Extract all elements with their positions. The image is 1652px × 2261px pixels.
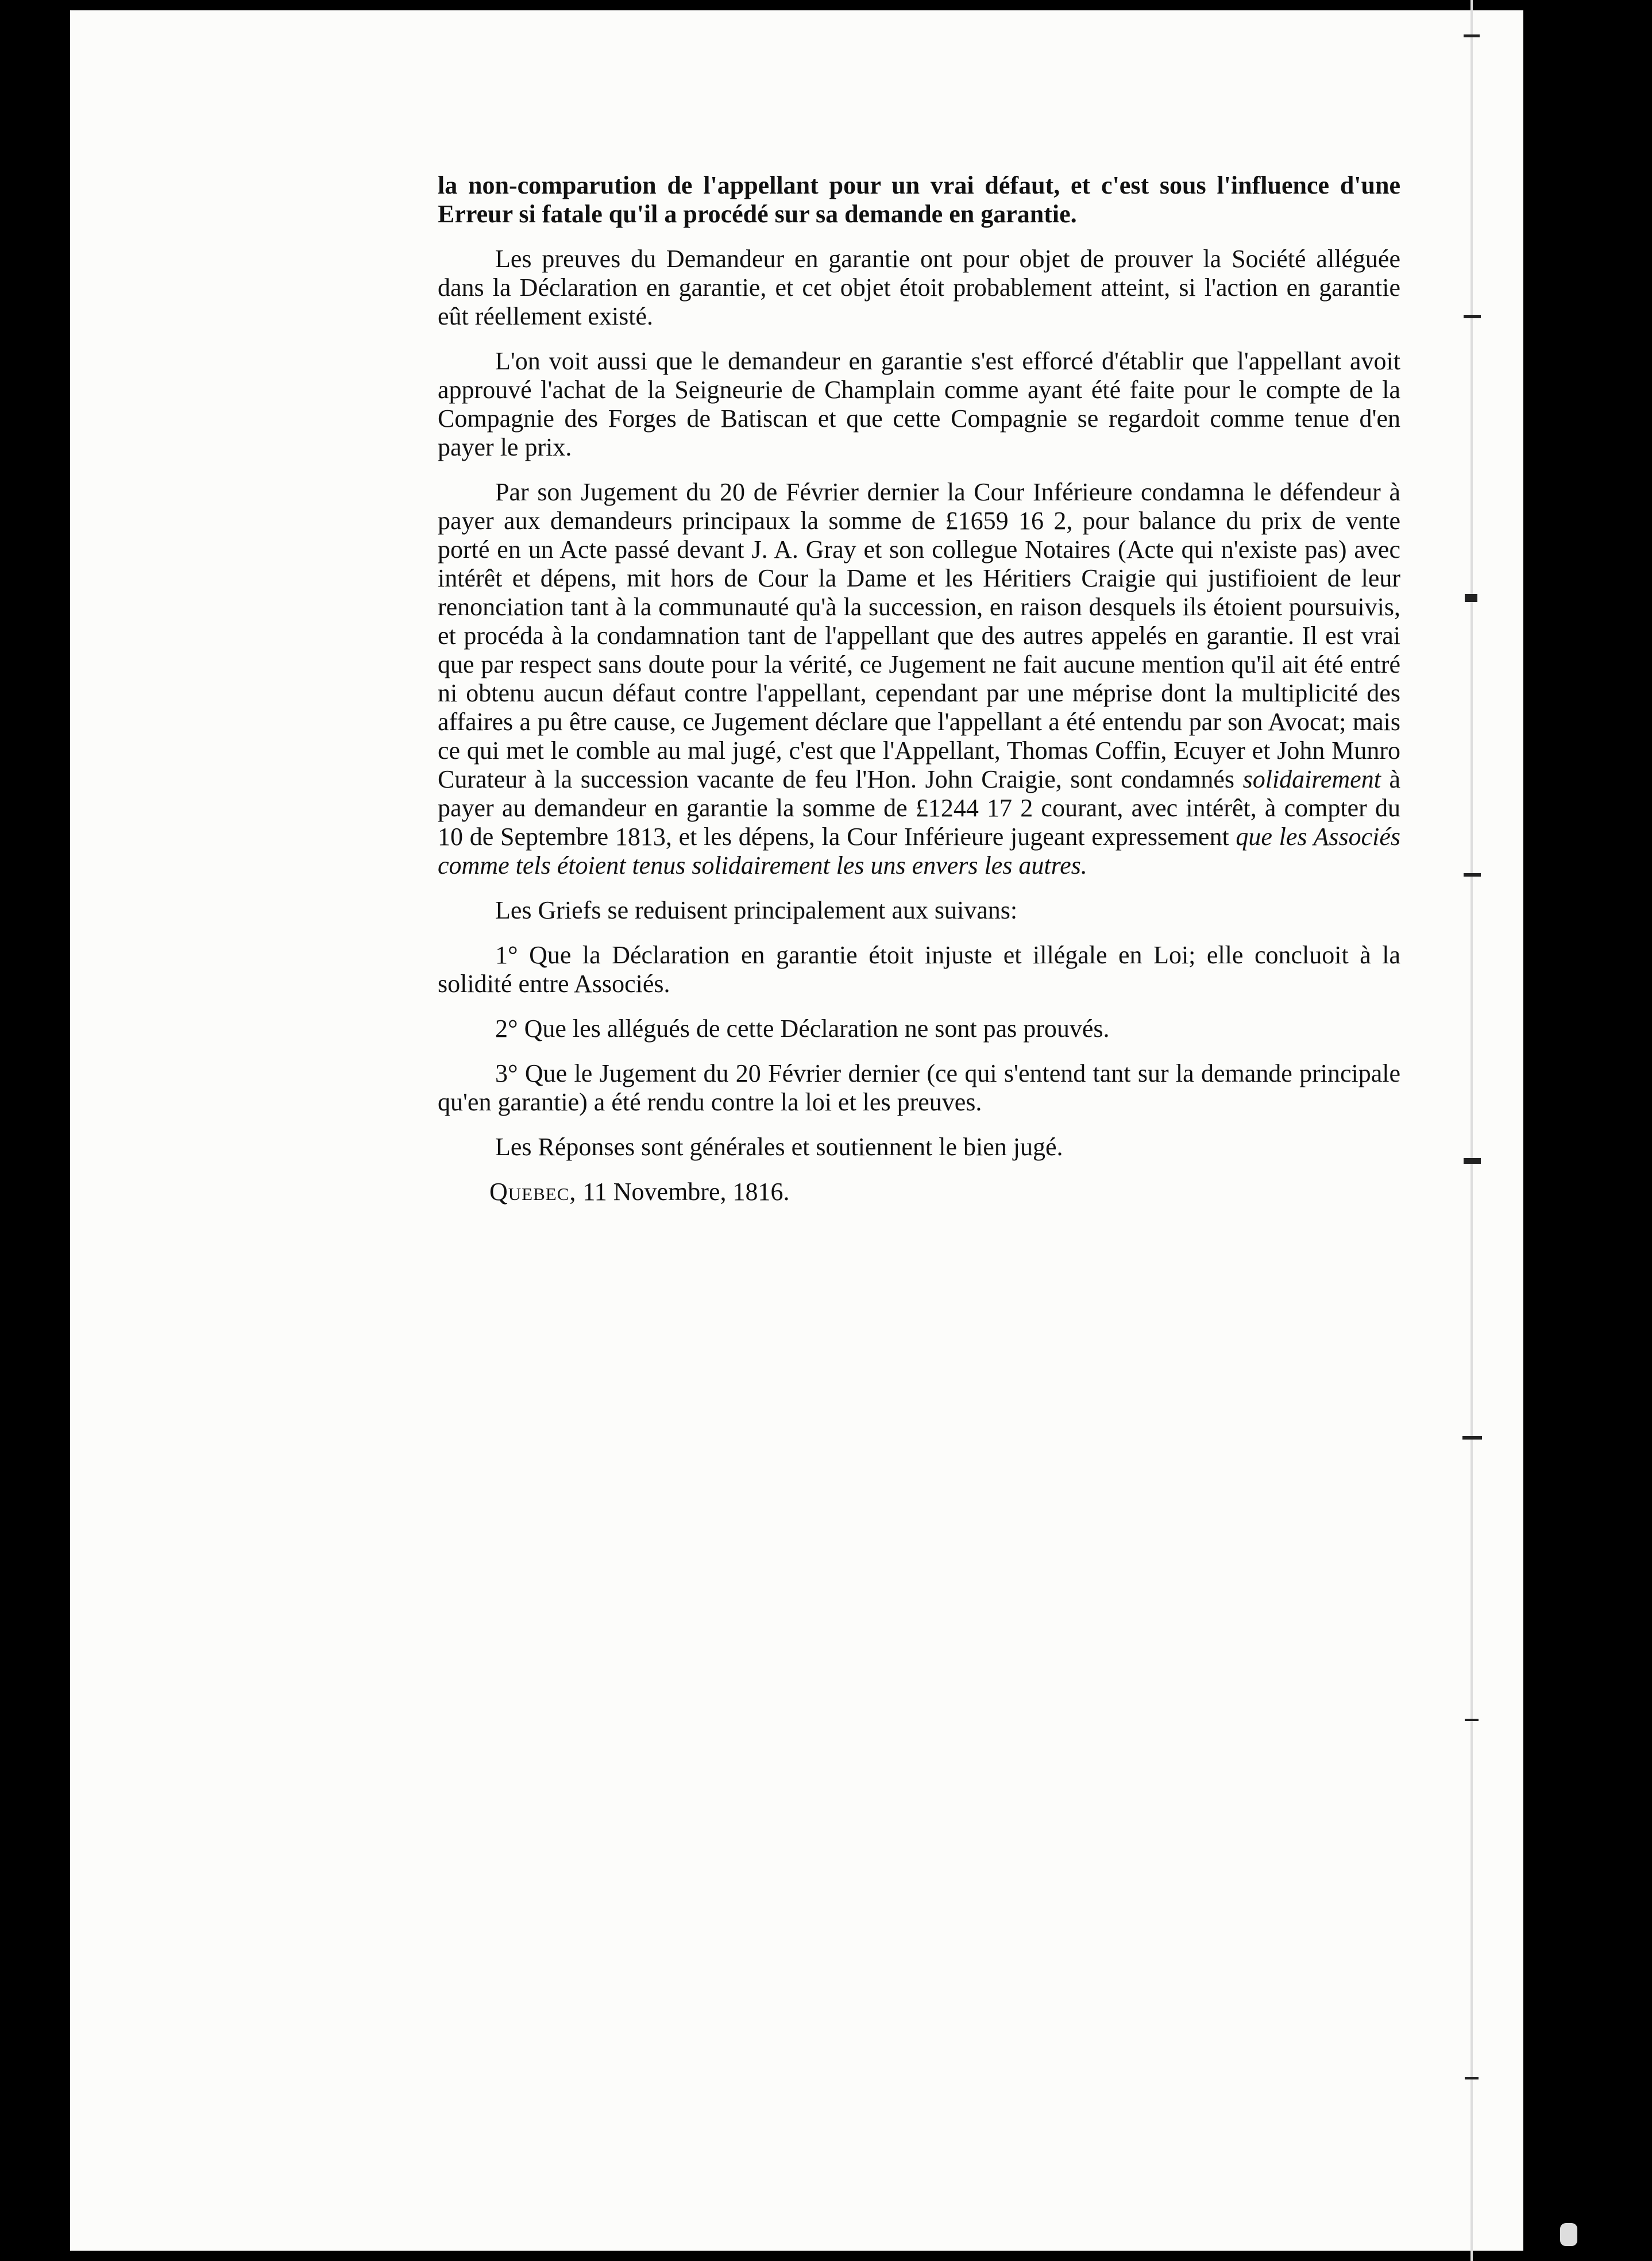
margin-mark: [1464, 1158, 1481, 1164]
margin-mark: [1560, 2223, 1577, 2246]
margin-mark: [1462, 1436, 1482, 1440]
margin-mark: [1465, 1719, 1479, 1721]
margin-mark: [1464, 34, 1480, 37]
paragraph-4-italic-1: solidairement: [1242, 765, 1381, 793]
paragraph-5: Les Griefs se reduisent principalement aux suivans:: [495, 896, 1018, 924]
paragraph-responses: Les Réponses sont générales et soutiennent le bien jugé.: [495, 1133, 1063, 1161]
paragraph-2: Les preuves du Demandeur en garantie ont pour objet de prouver la Société alléguée dans la Déclaration en garantie, et cet objet étoit probablement atteint, si l'action en garantie eût réellement existé.: [438, 245, 1400, 330]
paragraph-1: la non-comparution de l'appellant pour un vrai défaut, et c'est sous l'influence d'une Erreur si fatale qu'il a procédé sur sa demande en garantie.: [438, 171, 1400, 228]
paragraph-4-text-a: Par son Jugement du 20 de Février dernier la Cour Inférieure condamna le défendeur à payer aux demandeurs principaux la somme de £1659 16 2, pour balance du prix de vente porté en un Acte passé devant J. A. Gray et son collegue Notaires (Acte qui n'existe pas) avec intérêt et dépens, mit hors de Cour la Dame et les Héritiers Craigie qui justifioient de leur renonciation tant à la communauté qu'à la succession, en raison desquels ils étoient poursuivis, et procéda à la condamnation tant de l'appellant que des autres appelés en garantie. Il est vrai que par respect sans doute pour la vérité, ce Jugement ne fait aucune mention qu'il ait été entré ni obtenu aucun défaut contre l'appellant, cependant par une méprise dont la multiplicité des affaires a pu être cause, ce Jugement déclare que l'appellant a été entendu par son Avocat; mais ce qui met le comble au mal jugé, c'est que l'Appellant, Thomas Coffin, Ecuyer et John Munro Curateur à la succession vacante de feu l'Hon. John Craigie, sont condamnés: [438, 478, 1400, 793]
signature-line: [438, 1178, 1400, 1206]
margin-rule: [1470, 0, 1473, 2261]
paragraph-3: L'on voit aussi que le demandeur en garantie s'est efforcé d'établir que l'appellant avoit approuvé l'achat de la Seigneurie de Champlain comme ayant été faite pour le compte de la Compagnie des Forges de Batiscan et que cette Compagnie se regardoit comme tenue d'en payer le prix.: [438, 347, 1400, 461]
signature-date: 11 Novembre, 1816.: [582, 1178, 790, 1206]
paragraph-4-italic-2: que les Associés comme tels étoient tenus solidairement les uns envers les autres.: [438, 823, 1401, 879]
paragraph-4: [438, 478, 1400, 880]
grief-2: 2° Que les allégués de cette Déclaration ne sont pas prouvés.: [495, 1014, 1110, 1043]
grief-1: 1° Que la Déclaration en garantie étoit injuste et illégale en Loi; elle concluoit à la solidité entre Associés.: [438, 941, 1400, 998]
margin-mark: [1464, 873, 1481, 877]
signature-place: Quebec,: [489, 1178, 577, 1206]
margin-mark: [1465, 2077, 1479, 2079]
margin-mark: [1465, 594, 1477, 602]
paragraph-4-text-b: à payer au demandeur en garantie la somme de £1244 17 2 courant, avec intérêt, à compter du 10 de Septembre 1813, et les dépens, la Cour Inférieure jugeant expressement: [438, 765, 1401, 851]
grief-3: 3° Que le Jugement du 20 Février dernier (ce qui s'entend tant sur la demande principale qu'en garantie) a été rendu contre la loi et les preuves.: [438, 1059, 1400, 1116]
document-body: [438, 171, 1400, 1222]
margin-mark: [1464, 315, 1481, 318]
